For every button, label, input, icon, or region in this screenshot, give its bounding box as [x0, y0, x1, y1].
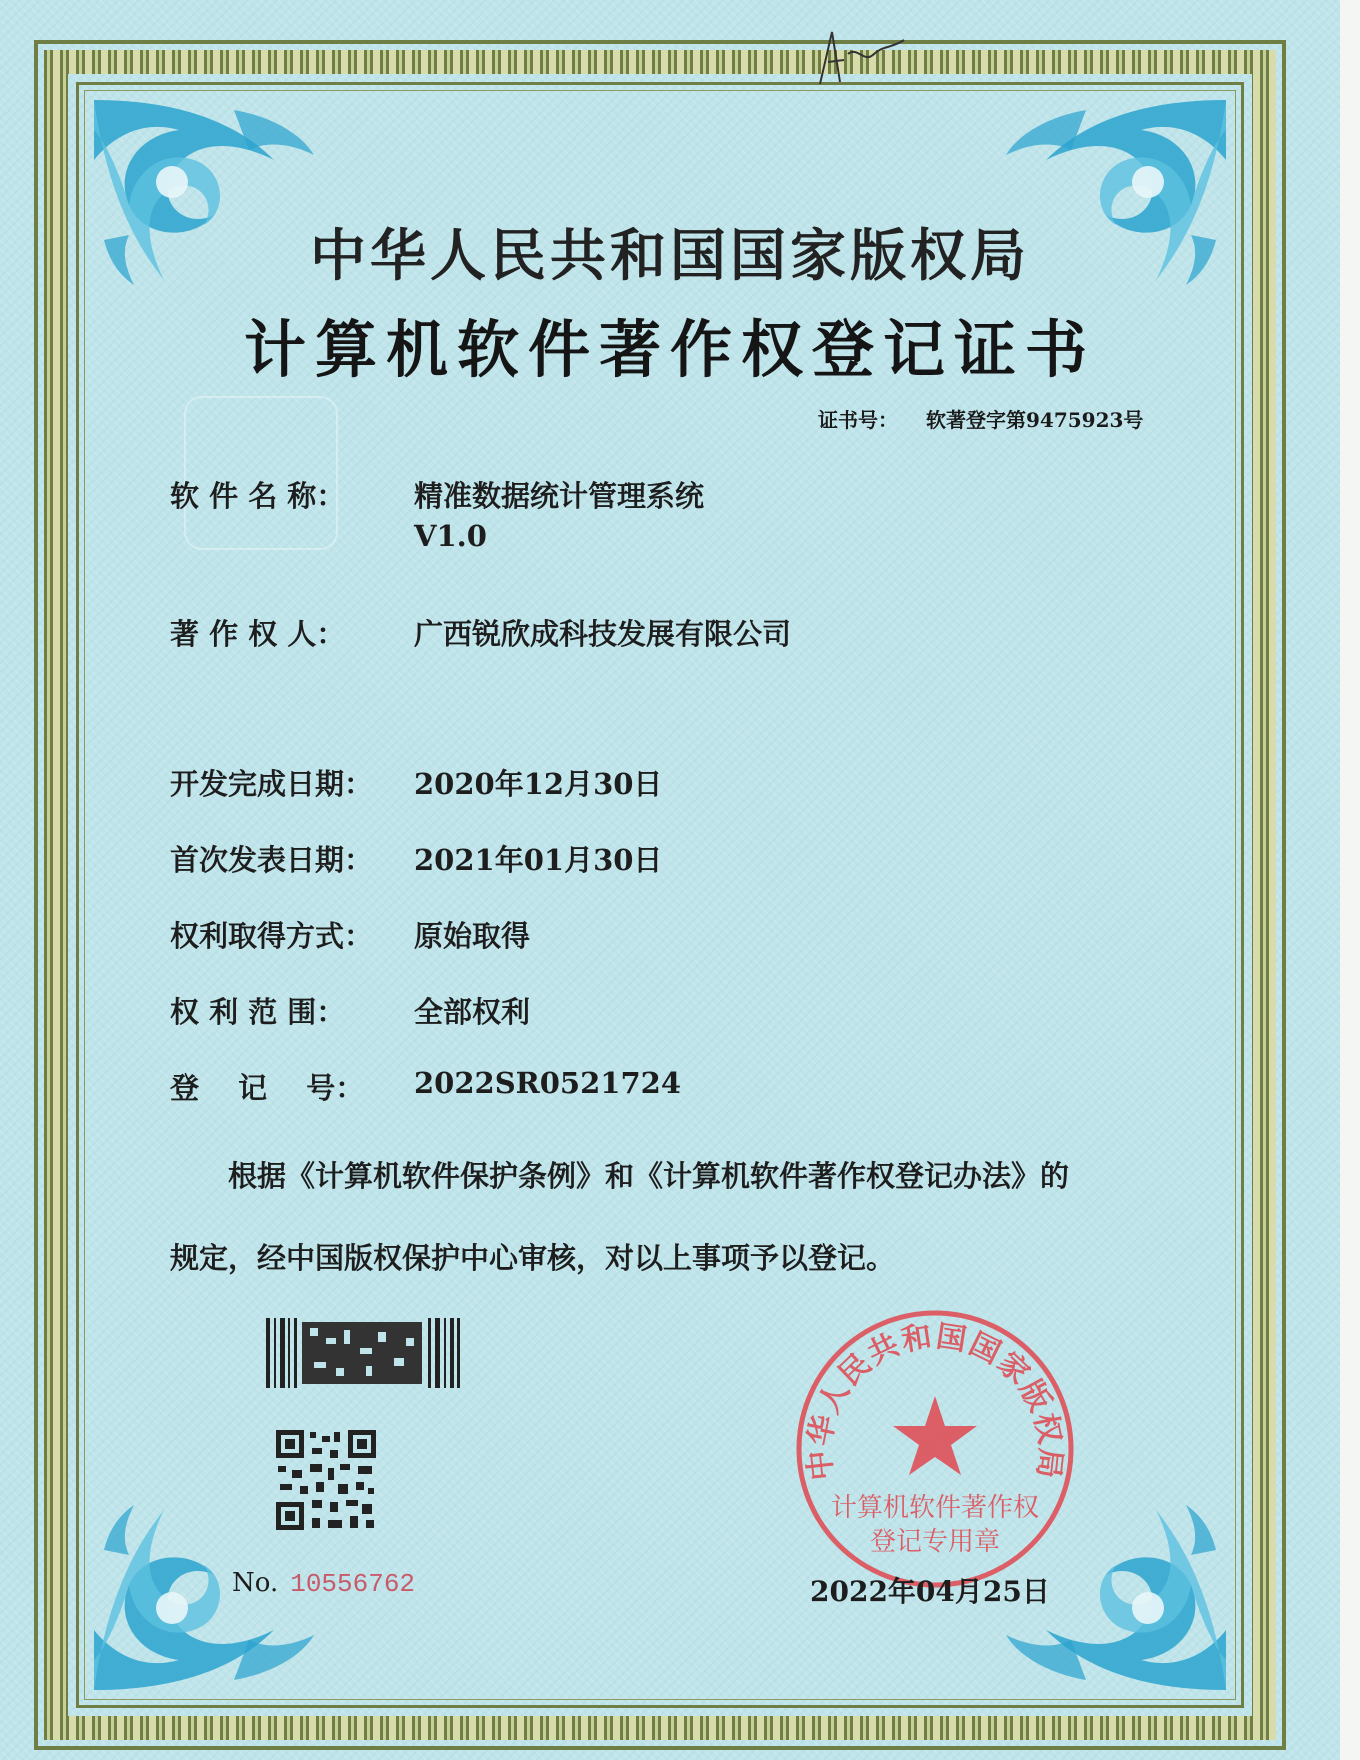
cert-number-value: 软著登字第9475923号 — [926, 408, 1144, 432]
seal-arc-text: 中华人民共和国国家版权局 — [802, 1319, 1068, 1482]
field-development-date — [170, 762, 662, 803]
field-value: 全部权利 — [414, 995, 531, 1029]
field-value-version: V1.0 — [414, 519, 487, 553]
field-label: 登 记 号： — [170, 1071, 365, 1105]
field-label: 软 件 名 称： — [170, 479, 346, 513]
field-value: 2020年12月30日 — [414, 767, 663, 801]
certificate-title: 计算机软件著作权登记证书 — [243, 313, 1096, 386]
field-copyright-owner — [170, 612, 791, 653]
field-publish-date — [170, 838, 662, 879]
statement-line-1: 根据《计算机软件保护条例》和《计算机软件著作权登记办法》的 — [228, 1159, 1070, 1193]
serial-value: 10556762 — [290, 1569, 416, 1599]
seal-star-icon — [893, 1396, 977, 1475]
barcode — [266, 1318, 460, 1388]
issue-date: 2022年04月25日 — [810, 1575, 1050, 1608]
field-label: 著 作 权 人： — [170, 617, 346, 651]
cert-number-label: 证书号： — [818, 408, 898, 432]
corner-ornament-bottom-left — [84, 1500, 324, 1700]
seal-text-line-1: 计算机软件著作权 — [830, 1493, 1040, 1523]
field-value: 精准数据统计管理系统 — [414, 479, 705, 513]
field-rights-scope — [170, 990, 530, 1031]
field-label: 权 利 范 围： — [170, 995, 346, 1029]
field-value: 广西锐欣成科技发展有限公司 — [414, 617, 792, 651]
official-seal — [790, 1304, 1080, 1594]
certificate-number — [818, 404, 1143, 433]
field-value: 2022SR0521724 — [414, 1066, 682, 1100]
serial-label: No. — [232, 1568, 279, 1598]
serial-number — [232, 1568, 415, 1599]
seal-text-line-2: 登记专用章 — [869, 1527, 1001, 1557]
field-value: 2021年01月30日 — [414, 843, 663, 877]
field-acquisition-method — [170, 914, 530, 955]
field-label: 开发完成日期： — [170, 767, 374, 801]
field-software-name — [170, 474, 704, 553]
field-label: 权利取得方式： — [170, 919, 374, 953]
field-registration-number — [170, 1066, 681, 1107]
qr-code — [276, 1430, 376, 1530]
field-value: 原始取得 — [414, 919, 531, 953]
field-label: 首次发表日期： — [170, 843, 374, 877]
statement-line-2: 规定，经中国版权保护中心审核，对以上事项予以登记。 — [170, 1241, 896, 1275]
handwritten-mark — [800, 24, 920, 94]
issuing-authority: 中华人民共和国国家版权局 — [310, 223, 1030, 289]
